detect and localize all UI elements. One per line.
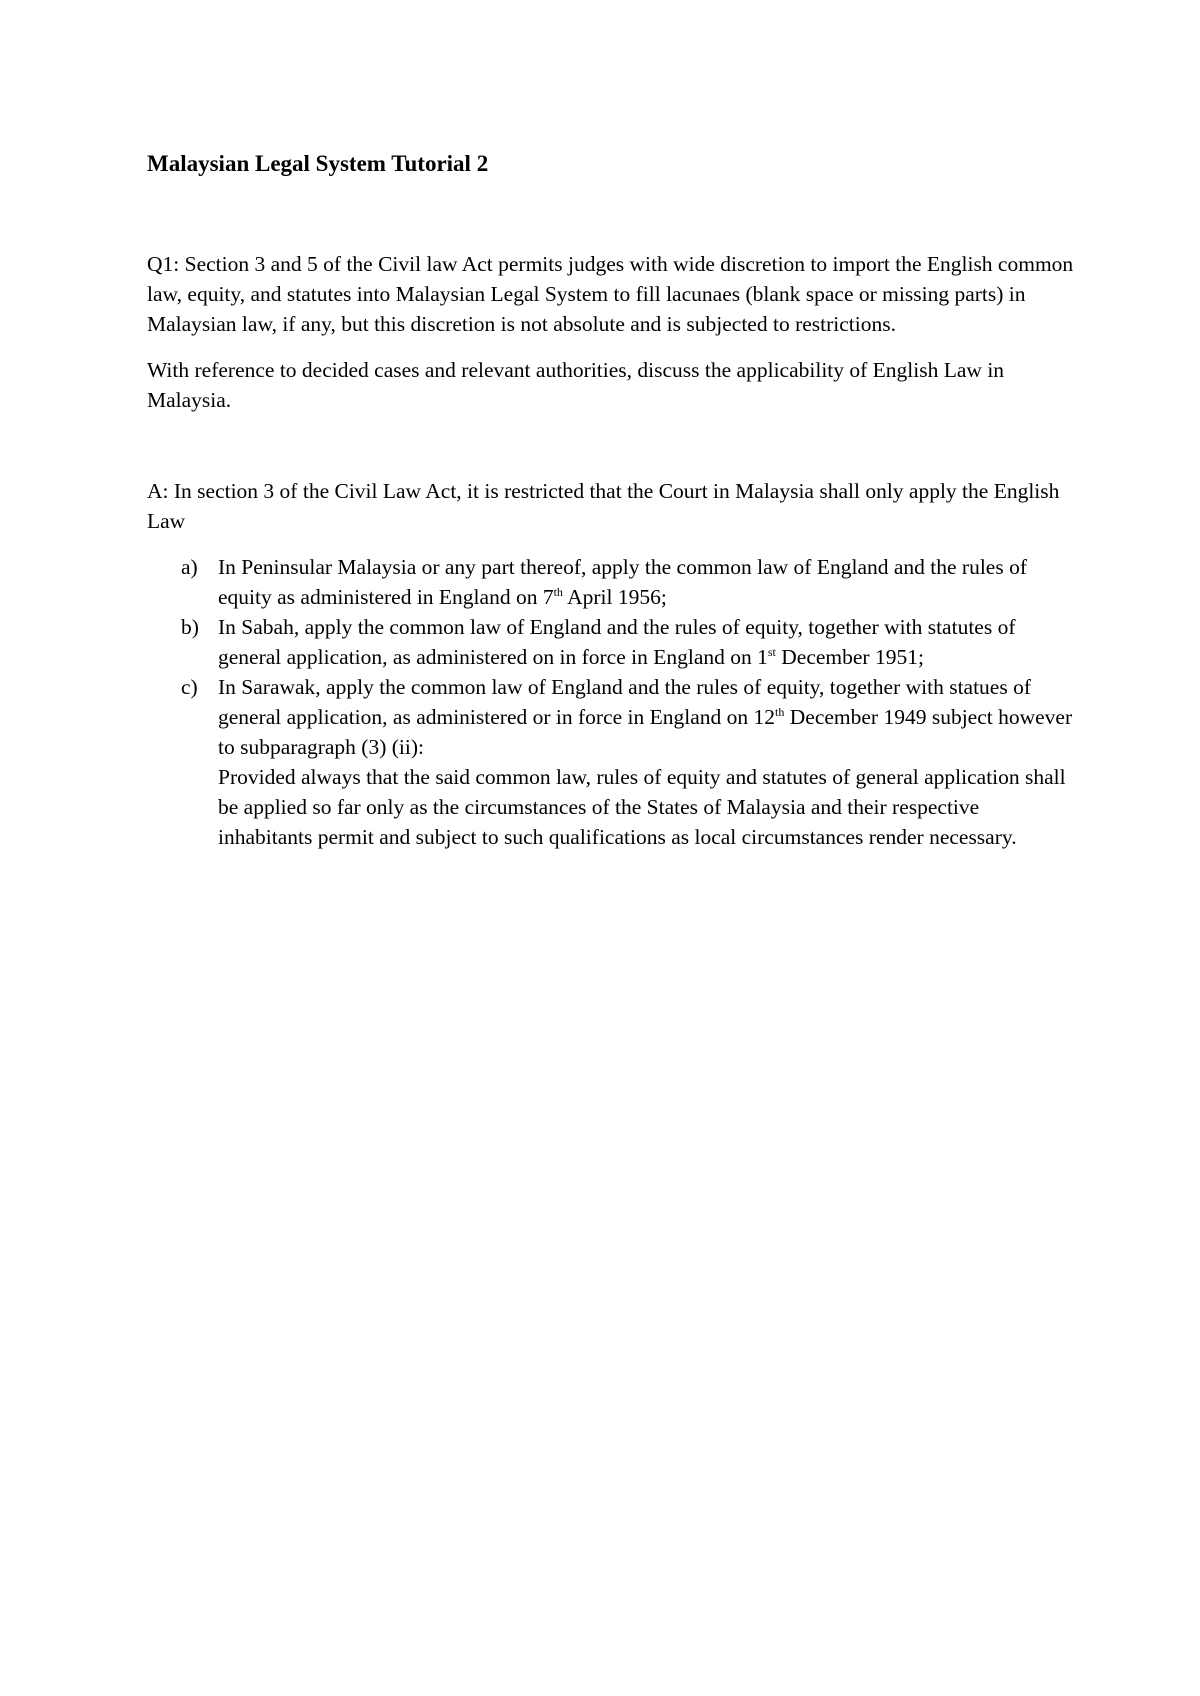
answer-item-text: In Sarawak, apply the common law of England and the rules of equity, together with statues of general application, as administered or in force in England on 12 bbox=[218, 675, 1032, 729]
document-body bbox=[147, 148, 1077, 852]
answer-item-c bbox=[147, 672, 1077, 852]
list-marker: b) bbox=[181, 615, 199, 639]
ordinal-suffix: th bbox=[775, 704, 785, 719]
answer-intro: A: In section 3 of the Civil Law Act, it is restricted that the Court in Malaysia shall only apply the English Law bbox=[147, 479, 1060, 533]
answer-item-b bbox=[147, 612, 1077, 672]
answer-item-a bbox=[147, 552, 1077, 612]
ordinal-suffix: st bbox=[767, 644, 776, 659]
answer-item-text: In Sabah, apply the common law of England and the rules of equity, together with statutes of general application, as administered on in force in England on 1 bbox=[218, 615, 1016, 669]
answer-item-text-end: December 1951; bbox=[775, 645, 924, 669]
answer-list bbox=[147, 552, 1077, 852]
answer-item-text-end: April 1956; bbox=[562, 585, 667, 609]
question-paragraph: Q1: Section 3 and 5 of the Civil law Act permits judges with wide discretion to import the English common law, equity, and statutes into Malaysian Legal System to fill lacunaes (blank space or missing parts) in Malaysian law, if any, but this discretion is not absolute and is subjected to restrictions. bbox=[147, 252, 1074, 336]
document-title: Malaysian Legal System Tutorial 2 bbox=[147, 151, 489, 176]
ordinal-suffix: th bbox=[553, 584, 563, 599]
question-instruction: With reference to decided cases and relevant authorities, discuss the applicability of English Law in Malaysia. bbox=[147, 358, 1005, 412]
list-marker: a) bbox=[181, 555, 198, 579]
answer-item-text-end: December 1949 subject however to subparagraph (3) (ii): bbox=[218, 705, 1073, 759]
answer-item-text: In Peninsular Malaysia or any part thereof, apply the common law of England and the rules of equity as administered in England on 7 bbox=[218, 555, 1028, 609]
list-marker: c) bbox=[181, 675, 198, 699]
proviso-text: Provided always that the said common law, rules of equity and statutes of general application shall be applied so far only as the circumstances of the States of Malaysia and their respective inhabitants permit and subject to such qualifications as local circumstances render necessary. bbox=[218, 765, 1066, 849]
